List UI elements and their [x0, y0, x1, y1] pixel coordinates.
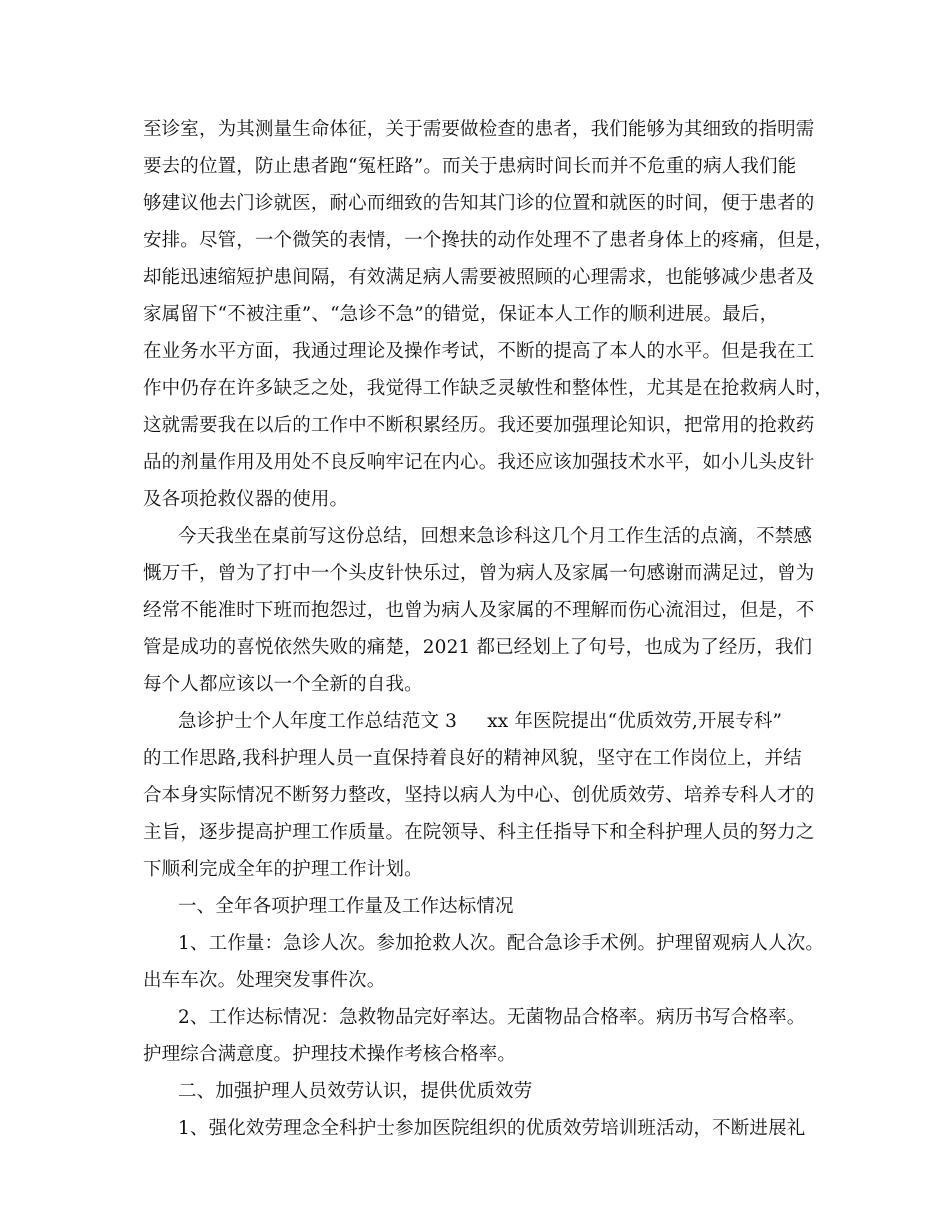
text-line: 品的剂量作用及用处不良反响牢记在内心。我还应该加强技术水平，如小儿头皮针: [143, 452, 815, 473]
text-line: 要去的位置，防止患者跑“冤枉路”。而关于患病时间长而并不危重的病人我们能: [143, 156, 797, 177]
text-line: 出车车次。处理突发事件次。: [143, 970, 386, 991]
text-line: 够建议他去门诊就医，耐心而细致的告知其门诊的位置和就医的时间，便于患者的: [143, 193, 815, 214]
paragraph-start-line: 1、强化效劳理念全科护士参加医院组织的优质效劳培训班活动，不断进展礼: [178, 1118, 806, 1139]
text-line: 每个人都应该以一个全新的自我。: [143, 674, 423, 695]
heading-line: 二、加强护理人员效劳认识，提供优质效劳: [178, 1081, 533, 1102]
text-line: 及各项抢救仪器的使用。: [143, 489, 349, 510]
text-line: 作中仍存在许多缺乏之处，我觉得工作缺乏灵敏性和整体性，尤其是在抢救病人时，: [143, 378, 834, 399]
text-line: 至诊室，为其测量生命体征，关于需要做检查的患者，我们能够为其细致的指明需: [143, 119, 815, 140]
paragraph-start-line: 2、工作达标情况：急救物品完好率达。无菌物品合格率。病历书写合格率。: [178, 1007, 806, 1028]
text-line: 合本身实际情况不断努力整改，坚持以病人为中心、创优质效劳、培养专科人才的: [143, 785, 815, 806]
section-title-line: 急诊护士个人年度工作总结范文 3 xx 年医院提出“优质效劳,开展专科”: [178, 711, 783, 732]
heading-line: 一、全年各项护理工作量及工作达标情况: [178, 896, 514, 917]
text-line: 慨万千，曾为了打中一个头皮针快乐过，曾为病人及家属一句感谢而满足过，曾为: [143, 563, 815, 584]
text-line: 的工作思路,我科护理人员一直保持着良好的精神风貌，坚守在工作岗位上，并结: [143, 748, 802, 769]
text-line: 护理综合满意度。护理技术操作考核合格率。: [143, 1044, 517, 1065]
text-line: 家属留下“不被注重”、“急诊不急”的错觉，保证本人工作的顺利进展。最后，: [143, 304, 779, 325]
text-line: 经常不能准时下班而抱怨过，也曾为病人及家属的不理解而伤心流泪过，但是，不: [143, 600, 815, 621]
paragraph-start-line: 今天我坐在桌前写这份总结，回想来急诊科这几个月工作生活的点滴，不禁感: [178, 526, 813, 547]
paragraph-start-line: 1、工作量：急诊人次。参加抢救人次。配合急诊手术例。护理留观病人人次。: [178, 933, 825, 954]
text-line: 安排。尽管，一个微笑的表情，一个搀扶的动作处理不了患者身体上的疼痛，但是，: [143, 230, 834, 251]
text-line: 下顺利完成全年的护理工作计划。: [143, 859, 423, 880]
text-line: 却能迅速缩短护患间隔，有效满足病人需要被照顾的心理需求，也能够减少患者及: [143, 267, 815, 288]
text-line: 主旨，逐步提高护理工作质量。在院领导、科主任指导下和全科护理人员的努力之: [143, 822, 815, 843]
text-line: 在业务水平方面，我通过理论及操作考试，不断的提高了本人的水平。但是我在工: [143, 341, 815, 362]
text-line: 管是成功的喜悦依然失败的痛楚，2021 都已经划上了句号，也成为了经历，我们: [143, 637, 813, 658]
text-line: 这就需要我在以后的工作中不断积累经历。我还要加强理论知识，把常用的抢救药: [143, 415, 815, 436]
